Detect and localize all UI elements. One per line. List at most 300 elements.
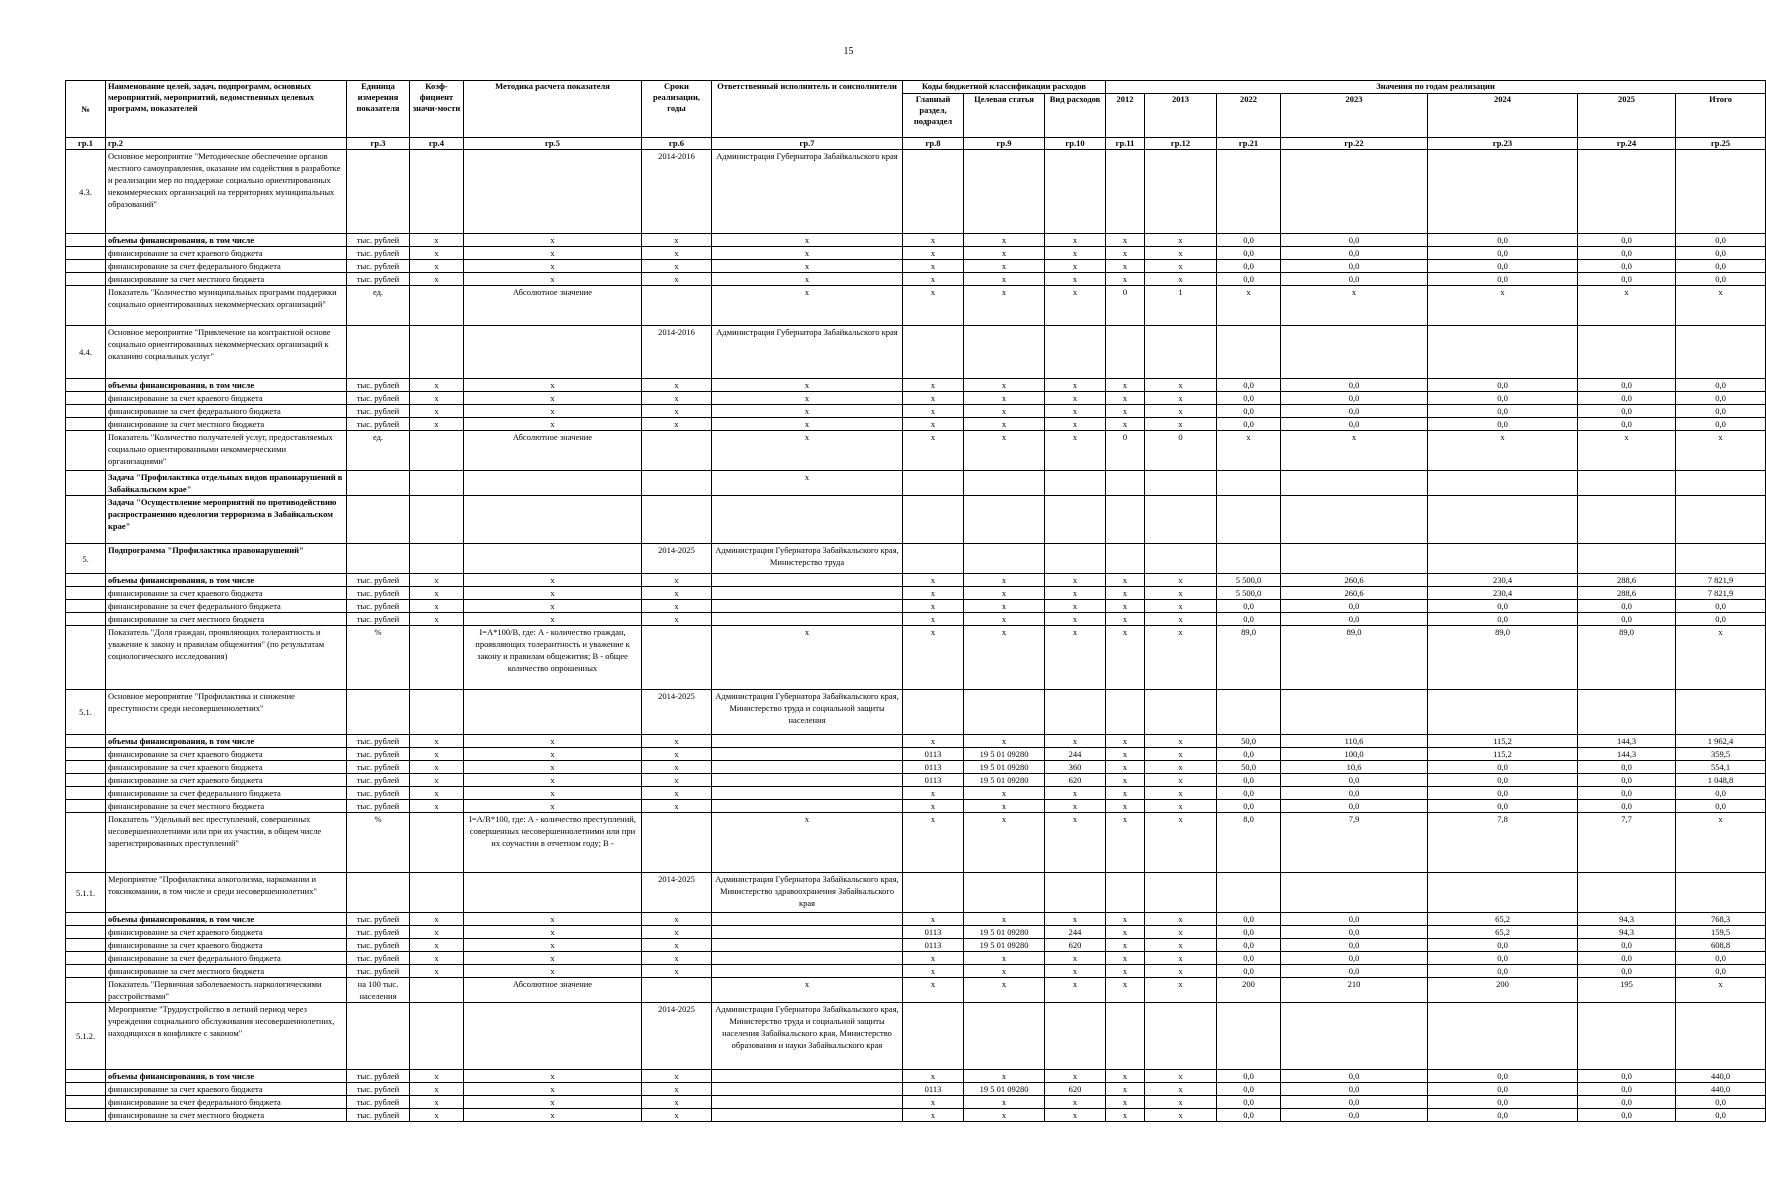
table-cell: x [410, 273, 464, 286]
table-cell: 110,6 [1281, 735, 1428, 748]
table-cell: 0,0 [1578, 405, 1676, 418]
row-number-cell: 4.3. [66, 150, 106, 234]
table-cell [410, 813, 464, 873]
table-cell: 0,0 [1217, 787, 1281, 800]
header-year-2024: 2024 [1428, 94, 1578, 138]
row-name-cell: Показатель "Удельный вес преступлений, совершенных несовершеннолетними или при их участии, в общем числе зарегистрированных преступлений" [106, 813, 347, 873]
table-cell: x [712, 286, 903, 326]
table-row [66, 952, 1766, 965]
table-cell: x [642, 735, 712, 748]
table-cell: x [903, 574, 964, 587]
table-cell: x [1145, 978, 1217, 1003]
table-cell: x [903, 405, 964, 418]
table-cell: x [903, 260, 964, 273]
row-number-cell [66, 247, 106, 260]
table-cell: 260,6 [1281, 574, 1428, 587]
table-cell [712, 926, 903, 939]
table-cell: 0,0 [1281, 774, 1428, 787]
table-cell: на 100 тыс. населения [347, 978, 410, 1003]
table-cell: x [642, 913, 712, 926]
table-cell: x [1145, 260, 1217, 273]
table-cell: x [464, 392, 642, 405]
table-cell: тыс. рублей [347, 800, 410, 813]
table-cell [1145, 1003, 1217, 1070]
table-cell: x [464, 965, 642, 978]
table-cell: 0,0 [1217, 913, 1281, 926]
table-cell [1428, 690, 1578, 735]
table-cell: x [964, 952, 1045, 965]
table-cell: x [1045, 431, 1106, 471]
table-cell: 620 [1045, 1083, 1106, 1096]
table-cell: тыс. рублей [347, 574, 410, 587]
table-cell: x [1106, 273, 1145, 286]
table-cell: 230,4 [1428, 574, 1578, 587]
table-cell: 608,8 [1676, 939, 1766, 952]
table-cell: 0,0 [1281, 787, 1428, 800]
table-cell: I=A*100/B, где: A - количество граждан, проявляющих толерантность и уважение к закону и правилам общежития; B - общее количество опрошенных [464, 626, 642, 690]
table-cell: x [1106, 1096, 1145, 1109]
header-method: Методика расчета показателя [464, 81, 642, 138]
table-cell [964, 690, 1045, 735]
table-cell [1145, 544, 1217, 574]
table-cell [1428, 496, 1578, 544]
table-cell: 0,0 [1676, 787, 1766, 800]
table-cell [1676, 471, 1766, 496]
table-cell [347, 326, 410, 379]
row-number-cell [66, 813, 106, 873]
table-cell: 0113 [903, 774, 964, 787]
row-number-cell [66, 613, 106, 626]
table-cell: 0,0 [1676, 379, 1766, 392]
row-number-cell [66, 1109, 106, 1122]
table-cell: 0,0 [1281, 379, 1428, 392]
table-cell: 0113 [903, 761, 964, 774]
table-cell: x [1676, 813, 1766, 873]
table-cell: x [964, 234, 1045, 247]
table-row [66, 574, 1766, 587]
table-cell: x [712, 273, 903, 286]
table-cell: 0,0 [1428, 418, 1578, 431]
table-cell [712, 748, 903, 761]
table-cell: 0,0 [1217, 600, 1281, 613]
row-name-cell: финансирование за счет краевого бюджета [106, 774, 347, 787]
row-number-cell [66, 273, 106, 286]
table-cell: 195 [1578, 978, 1676, 1003]
table-cell: 554,1 [1676, 761, 1766, 774]
table-cell: x [1045, 392, 1106, 405]
table-cell: 0,0 [1578, 600, 1676, 613]
table-cell [464, 544, 642, 574]
row-name-cell: Подпрограмма "Профилактика правонарушений" [106, 544, 347, 574]
table-cell: x [642, 926, 712, 939]
table-cell: x [1145, 600, 1217, 613]
table-cell [1428, 1003, 1578, 1070]
table-cell [1676, 326, 1766, 379]
table-cell [1217, 544, 1281, 574]
table-cell [1106, 471, 1145, 496]
table-cell: 0,0 [1428, 800, 1578, 813]
table-cell: x [1045, 286, 1106, 326]
table-cell: x [410, 587, 464, 600]
table-cell: 0,0 [1281, 392, 1428, 405]
table-cell: 0,0 [1217, 965, 1281, 978]
row-name-cell: Показатель "Количество получателей услуг, предоставляемых социально ориентированными некоммерческими организациями" [106, 431, 347, 471]
table-cell: x [964, 735, 1045, 748]
table-cell: 0 [1106, 431, 1145, 471]
table-cell: x [712, 392, 903, 405]
table-cell [1145, 496, 1217, 544]
table-cell: 94,3 [1578, 913, 1676, 926]
table-row [66, 626, 1766, 690]
table-cell: x [903, 613, 964, 626]
column-number: гр.8 [903, 138, 964, 150]
table-cell: x [1578, 286, 1676, 326]
table-cell: x [642, 247, 712, 260]
row-number-cell: 5.1.1. [66, 873, 106, 913]
table-cell: x [464, 613, 642, 626]
row-number-cell [66, 574, 106, 587]
table-cell [410, 286, 464, 326]
table-cell: x [903, 1109, 964, 1122]
table-cell [1045, 690, 1106, 735]
table-row [66, 978, 1766, 1003]
table-cell: x [1428, 431, 1578, 471]
table-cell: 360 [1045, 761, 1106, 774]
table-cell: Абсолютное значение [464, 286, 642, 326]
header-coef: Коэф-фициент значи-мости [410, 81, 464, 138]
table-cell [410, 326, 464, 379]
table-cell: 210 [1281, 978, 1428, 1003]
table-cell: x [903, 379, 964, 392]
table-cell: 65,2 [1428, 913, 1578, 926]
table-cell: тыс. рублей [347, 418, 410, 431]
table-cell [642, 626, 712, 690]
table-cell: x [1145, 787, 1217, 800]
table-cell: 0,0 [1676, 613, 1766, 626]
table-cell: x [410, 952, 464, 965]
table-cell [1578, 471, 1676, 496]
table-cell: x [464, 574, 642, 587]
header-year-2025: 2025 [1578, 94, 1676, 138]
table-cell: x [1145, 587, 1217, 600]
table-cell [410, 150, 464, 234]
table-row [66, 150, 1766, 234]
table-cell: x [903, 952, 964, 965]
table-cell: x [642, 939, 712, 952]
table-cell [1281, 544, 1428, 574]
table-cell: x [642, 613, 712, 626]
table-cell: x [464, 735, 642, 748]
table-cell: x [464, 1109, 642, 1122]
table-cell: x [464, 379, 642, 392]
table-cell [1106, 1003, 1145, 1070]
row-name-cell: финансирование за счет краевого бюджета [106, 761, 347, 774]
table-cell: x [1106, 774, 1145, 787]
row-name-cell: Показатель "Доля граждан, проявляющих толерантность и уважение к закону и правилам общежития" (по результатам социологического исследования) [106, 626, 347, 690]
table-cell: 19 5 01 09280 [964, 761, 1045, 774]
table-cell: x [964, 286, 1045, 326]
table-cell [712, 600, 903, 613]
row-name-cell: финансирование за счет краевого бюджета [106, 587, 347, 600]
table-cell: 0,0 [1281, 913, 1428, 926]
table-cell: 620 [1045, 774, 1106, 787]
table-cell: 0,0 [1428, 1070, 1578, 1083]
table-cell: x [642, 260, 712, 273]
table-cell: 0,0 [1676, 1109, 1766, 1122]
table-cell: x [410, 234, 464, 247]
table-cell: 0,0 [1676, 965, 1766, 978]
table-cell [712, 952, 903, 965]
table-cell: тыс. рублей [347, 965, 410, 978]
table-cell: 0,0 [1428, 774, 1578, 787]
table-cell: 0,0 [1578, 418, 1676, 431]
row-number-cell [66, 952, 106, 965]
row-number-cell [66, 939, 106, 952]
table-cell: тыс. рублей [347, 379, 410, 392]
table-cell: x [464, 247, 642, 260]
table-cell: x [1106, 748, 1145, 761]
table-cell [1217, 1003, 1281, 1070]
row-number-cell [66, 392, 106, 405]
column-number: гр.12 [1145, 138, 1217, 150]
table-cell: 0,0 [1428, 600, 1578, 613]
header-no: № [66, 81, 106, 138]
row-name-cell: Основное мероприятие "Привлечение на контрактной основе социально ориентированных некоммерческих организаций к оказанию социальных услуг" [106, 326, 347, 379]
table-cell [712, 787, 903, 800]
table-cell: x [642, 1109, 712, 1122]
table-cell: x [1045, 260, 1106, 273]
table-cell: x [1145, 913, 1217, 926]
table-cell: тыс. рублей [347, 774, 410, 787]
table-cell: 0,0 [1217, 418, 1281, 431]
table-cell [464, 690, 642, 735]
table-cell [1428, 150, 1578, 234]
table-cell: x [1045, 418, 1106, 431]
table-cell: x [964, 626, 1045, 690]
row-name-cell: Основное мероприятие "Методическое обеспечение органов местного самоуправления, оказание им содействия в разработке и реализации мер по поддержке социально ориентированных некоммерческих организаций на территориях муниципальных образований" [106, 150, 347, 234]
table-cell: 0,0 [1217, 392, 1281, 405]
table-cell [1676, 496, 1766, 544]
table-cell: x [1106, 735, 1145, 748]
table-cell: x [642, 234, 712, 247]
table-cell: x [642, 587, 712, 600]
column-number: гр.10 [1045, 138, 1106, 150]
table-cell: x [712, 418, 903, 431]
table-cell [347, 690, 410, 735]
table-cell: 5 500,0 [1217, 574, 1281, 587]
table-cell [1145, 326, 1217, 379]
table-cell: x [1045, 735, 1106, 748]
table-cell: x [410, 787, 464, 800]
table-row [66, 1003, 1766, 1070]
row-number-cell [66, 787, 106, 800]
header-year-2023: 2023 [1281, 94, 1428, 138]
table-cell: x [410, 800, 464, 813]
table-cell: 0,0 [1676, 273, 1766, 286]
table-cell: x [642, 574, 712, 587]
table-cell: 0,0 [1676, 405, 1766, 418]
table-cell: x [1045, 273, 1106, 286]
row-number-cell [66, 471, 106, 496]
row-name-cell: финансирование за счет краевого бюджета [106, 939, 347, 952]
table-cell: x [1045, 234, 1106, 247]
table-cell: x [642, 273, 712, 286]
table-cell [712, 774, 903, 787]
table-cell: x [410, 247, 464, 260]
table-cell: x [642, 1096, 712, 1109]
table-cell: 19 5 01 09280 [964, 926, 1045, 939]
table-cell: 0,0 [1578, 939, 1676, 952]
table-cell: x [1106, 260, 1145, 273]
table-cell: 0,0 [1217, 1096, 1281, 1109]
column-number: гр.4 [410, 138, 464, 150]
row-number-cell [66, 260, 106, 273]
table-cell [410, 1003, 464, 1070]
table-cell [1578, 496, 1676, 544]
table-row [66, 787, 1766, 800]
table-cell: x [410, 600, 464, 613]
table-cell [903, 326, 964, 379]
table-cell: 0,0 [1428, 1083, 1578, 1096]
table-cell: x [903, 1070, 964, 1083]
table-cell: 0 [1145, 431, 1217, 471]
header-budget-codes: Коды бюджетной классификации расходов [903, 81, 1106, 94]
table-cell: 2014-2025 [642, 1003, 712, 1070]
table-cell [1106, 150, 1145, 234]
table-row [66, 800, 1766, 813]
table-cell [642, 813, 712, 873]
table-cell [964, 150, 1045, 234]
table-cell: тыс. рублей [347, 952, 410, 965]
header-expense-type: Вид расходов [1045, 94, 1106, 138]
table-row [66, 471, 1766, 496]
table-cell: x [1106, 234, 1145, 247]
row-number-cell [66, 379, 106, 392]
table-cell: x [1106, 952, 1145, 965]
table-cell: 0,0 [1281, 260, 1428, 273]
column-number: гр.1 [66, 138, 106, 150]
table-row [66, 813, 1766, 873]
table-cell: x [1045, 587, 1106, 600]
row-name-cell: объемы финансирования, в том числе [106, 574, 347, 587]
header-target-article: Целевая статья [964, 94, 1045, 138]
table-cell: 260,6 [1281, 587, 1428, 600]
table-cell: x [464, 418, 642, 431]
table-cell: x [410, 748, 464, 761]
table-cell: 19 5 01 09280 [964, 748, 1045, 761]
table-cell: x [1045, 787, 1106, 800]
program-table [65, 80, 1766, 1122]
column-number: гр.22 [1281, 138, 1428, 150]
table-cell: 0,0 [1217, 800, 1281, 813]
table-cell [712, 1109, 903, 1122]
table-row [66, 286, 1766, 326]
table-cell: x [1106, 1070, 1145, 1083]
table-cell: x [1428, 286, 1578, 326]
table-body [66, 150, 1766, 1122]
table-cell: тыс. рублей [347, 913, 410, 926]
table-cell: 89,0 [1281, 626, 1428, 690]
row-name-cell: финансирование за счет краевого бюджета [106, 392, 347, 405]
table-cell [1217, 326, 1281, 379]
table-cell: тыс. рублей [347, 1070, 410, 1083]
row-number-cell [66, 418, 106, 431]
table-cell: x [642, 761, 712, 774]
table-cell [347, 496, 410, 544]
table-cell [1106, 544, 1145, 574]
table-cell: 0,0 [1428, 247, 1578, 260]
table-cell: x [410, 418, 464, 431]
table-cell: 440,0 [1676, 1083, 1766, 1096]
table-cell: x [1106, 574, 1145, 587]
table-cell [712, 496, 903, 544]
header-year-2012: 2012 [1106, 94, 1145, 138]
column-number: гр.25 [1676, 138, 1766, 150]
column-number: гр.3 [347, 138, 410, 150]
table-cell: x [964, 913, 1045, 926]
table-cell: x [642, 774, 712, 787]
table-cell [903, 1003, 964, 1070]
table-cell: x [410, 392, 464, 405]
row-name-cell: Мероприятие "Трудоустройство в летний период через учреждения социального обслуживания несовершеннолетних, находящихся в конфликте с законом" [106, 1003, 347, 1070]
table-cell: 0,0 [1281, 613, 1428, 626]
row-number-cell [66, 735, 106, 748]
table-cell: x [1145, 813, 1217, 873]
table-cell: x [1145, 800, 1217, 813]
table-row [66, 260, 1766, 273]
table-cell [642, 496, 712, 544]
table-row [66, 326, 1766, 379]
table-cell: тыс. рублей [347, 787, 410, 800]
table-cell [1578, 873, 1676, 913]
table-cell: Администрация Губернатора Забайкальского края, Министерство труда [712, 544, 903, 574]
table-cell: ед. [347, 286, 410, 326]
table-cell [1578, 544, 1676, 574]
table-cell: x [1145, 626, 1217, 690]
table-cell: 0,0 [1281, 405, 1428, 418]
table-cell: x [464, 774, 642, 787]
table-cell [964, 471, 1045, 496]
table-cell: x [464, 939, 642, 952]
table-cell: x [712, 471, 903, 496]
table-cell [1281, 496, 1428, 544]
table-cell: 0,0 [1281, 939, 1428, 952]
table-row [66, 273, 1766, 286]
row-number-cell [66, 1096, 106, 1109]
table-cell: 440,0 [1676, 1070, 1766, 1083]
table-cell: 0,0 [1428, 273, 1578, 286]
table-cell: x [1045, 978, 1106, 1003]
row-number-cell [66, 761, 106, 774]
table-cell: 0,0 [1676, 800, 1766, 813]
table-cell: ед. [347, 431, 410, 471]
table-cell: 144,3 [1578, 735, 1676, 748]
table-cell: x [410, 926, 464, 939]
row-number-cell [66, 587, 106, 600]
table-cell: x [712, 260, 903, 273]
table-cell: тыс. рублей [347, 1083, 410, 1096]
table-cell: 359,5 [1676, 748, 1766, 761]
table-cell: 0,0 [1217, 260, 1281, 273]
table-cell: x [1045, 813, 1106, 873]
table-cell: 50,0 [1217, 735, 1281, 748]
table-cell: x [410, 1070, 464, 1083]
table-cell: x [642, 405, 712, 418]
row-name-cell: Задача "Профилактика отдельных видов правонарушений в Забайкальском крае" [106, 471, 347, 496]
table-cell: x [1676, 431, 1766, 471]
table-cell: 0113 [903, 748, 964, 761]
table-cell: x [1145, 392, 1217, 405]
